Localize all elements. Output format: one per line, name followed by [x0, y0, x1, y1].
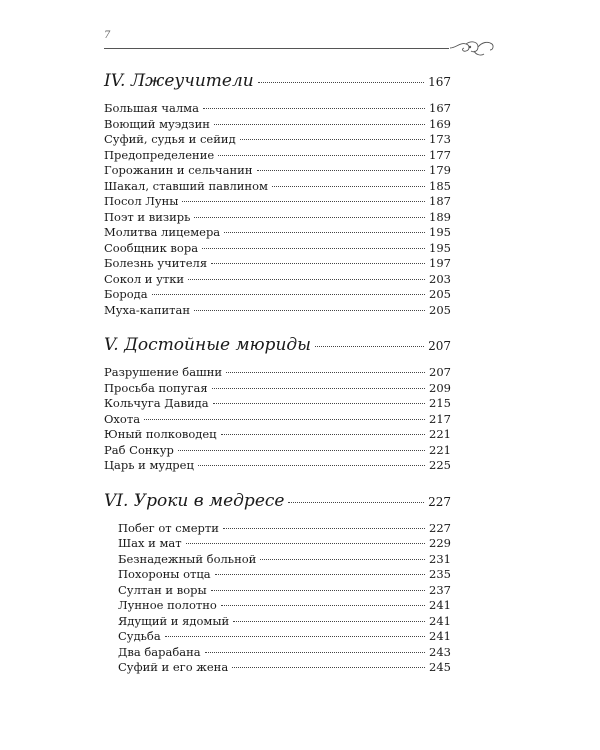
entry-page: 237: [429, 582, 451, 597]
entry-title: Султан и воры: [118, 582, 207, 597]
entry-title: Воющий муэдзин: [104, 116, 210, 131]
entry-page: 195: [429, 225, 451, 239]
dot-leader: [221, 434, 426, 435]
entry-title: Разрушение башни: [104, 365, 223, 379]
entry-title: Болезнь учителя: [104, 256, 208, 270]
entry-title: Поэт и визирь: [104, 209, 191, 224]
entry-title: Горожанин и сельчанин: [104, 163, 253, 177]
dot-leader: [194, 310, 425, 311]
section-title: V. Достойные мюриды: [104, 335, 312, 355]
table-of-contents: [104, 70, 451, 692]
toc-entry: [104, 148, 451, 164]
entry-page: 197: [429, 256, 451, 270]
toc-entry: [104, 427, 451, 443]
entry-page: 221: [429, 427, 451, 441]
toc-entry: [104, 629, 451, 645]
dot-leader: [212, 388, 425, 389]
toc-entry: [104, 117, 451, 133]
dot-leader: [226, 372, 425, 373]
entry-title: Большая чалма: [104, 101, 199, 115]
entry-page: 215: [429, 396, 451, 410]
entry-page: 169: [429, 116, 451, 131]
dot-leader: [211, 590, 425, 591]
toc-entry: [104, 381, 451, 397]
entry-page: 235: [429, 567, 451, 581]
toc-entry: [104, 210, 451, 226]
entry-page: 221: [429, 442, 451, 457]
dot-leader: [144, 419, 425, 420]
toc-entry: [104, 132, 451, 148]
entry-title: Кольчуга Давида: [104, 396, 209, 410]
dot-leader: [165, 636, 425, 637]
toc-entry: [104, 272, 451, 288]
dot-leader: [223, 528, 425, 529]
toc-entry: [104, 287, 451, 303]
entry-title: Ядущий и ядомый: [118, 613, 230, 628]
dot-leader: [205, 652, 425, 653]
dot-leader: [257, 170, 426, 171]
section-heading: [104, 490, 451, 513]
toc-section: [104, 334, 451, 474]
entry-page: 203: [429, 271, 451, 286]
entry-page: 195: [429, 240, 451, 255]
dot-leader: [202, 248, 425, 249]
entry-page: 245: [429, 660, 451, 674]
page-number: 7: [104, 30, 111, 41]
dot-leader: [213, 403, 425, 404]
section-heading: [104, 334, 451, 357]
toc-section: [104, 70, 451, 318]
dot-leader: [221, 605, 425, 606]
entry-title: Шакал, ставший павлином: [104, 178, 268, 193]
entry-page: 167: [429, 101, 451, 115]
entry-title: Суфий, судья и сейид: [104, 132, 236, 146]
entry-page: 179: [429, 163, 451, 177]
section-title: VI. Уроки в медресе: [104, 490, 285, 511]
entry-page: 209: [429, 380, 451, 395]
toc-entry: [104, 241, 451, 257]
toc-entry: [104, 365, 451, 381]
section-entries: [104, 521, 451, 676]
entry-title: Молитва лицемера: [104, 225, 221, 239]
entry-page: 185: [429, 178, 451, 193]
entry-page: 243: [429, 644, 451, 659]
entry-title: Просьба попугая: [104, 380, 208, 395]
toc-entry: [104, 101, 451, 117]
dot-leader: [178, 450, 425, 451]
entry-page: 229: [429, 536, 451, 550]
entry-page: 231: [429, 551, 451, 566]
entry-title: Лунное полотно: [118, 598, 217, 612]
toc-section: [104, 490, 451, 676]
toc-entry: [104, 614, 451, 630]
entry-page: 241: [429, 598, 451, 612]
entry-title: Охота: [104, 411, 141, 426]
dot-leader: [272, 186, 425, 187]
toc-entry: [104, 256, 451, 272]
entry-page: 173: [429, 132, 451, 146]
toc-entry: [104, 179, 451, 195]
entry-page: 205: [429, 302, 451, 317]
entry-title: Два барабана: [118, 644, 201, 659]
entry-title: Борода: [104, 287, 148, 301]
entry-page: 241: [429, 629, 451, 643]
dot-leader: [152, 294, 425, 295]
dot-leader: [182, 201, 425, 202]
entry-title: Муха-капитан: [104, 302, 191, 317]
section-entries: [104, 365, 451, 474]
dot-leader: [203, 108, 425, 109]
toc-entry: [104, 225, 451, 241]
dot-leader: [194, 217, 425, 218]
entry-page: 187: [429, 194, 451, 208]
entry-page: 177: [429, 147, 451, 162]
dot-leader: [198, 465, 425, 466]
toc-entry: [104, 163, 451, 179]
toc-entry: [104, 458, 451, 474]
entry-page: 205: [429, 287, 451, 301]
entry-title: Шах и мат: [118, 536, 182, 550]
dot-leader: [218, 155, 425, 156]
entry-page: 189: [429, 209, 451, 224]
section-page: 227: [428, 494, 451, 509]
dot-leader: [315, 346, 424, 347]
dot-leader: [214, 124, 425, 125]
toc-entry: [104, 194, 451, 210]
entry-title: Сокол и утки: [104, 271, 185, 286]
dot-leader: [215, 574, 425, 575]
entry-page: 227: [429, 520, 451, 535]
entry-title: Похороны отца: [118, 567, 211, 581]
toc-entry: [104, 412, 451, 428]
entry-page: 217: [429, 411, 451, 426]
entry-page: 241: [429, 613, 451, 628]
dot-leader: [186, 543, 425, 544]
entry-page: 207: [429, 365, 451, 379]
section-heading: [104, 70, 451, 93]
dot-leader: [233, 621, 425, 622]
dot-leader: [232, 667, 425, 668]
toc-entry: [104, 583, 451, 599]
entry-page: 225: [429, 458, 451, 472]
entry-title: Суфий и его жена: [118, 660, 229, 674]
dot-leader: [288, 502, 424, 503]
toc-entry: [104, 552, 451, 568]
entry-title: Безнадежный больной: [118, 551, 257, 566]
entry-title: Юный полководец: [104, 427, 217, 441]
header-rule: [104, 48, 449, 49]
entry-title: Посол Луны: [104, 194, 179, 208]
toc-entry: [104, 396, 451, 412]
dot-leader: [224, 232, 425, 233]
toc-entry: [104, 660, 451, 676]
toc-entry: [104, 598, 451, 614]
section-page: 167: [428, 75, 451, 89]
toc-entry: [104, 443, 451, 459]
dot-leader: [211, 263, 425, 264]
toc-entry: [104, 303, 451, 319]
section-entries: [104, 101, 451, 318]
section-title: IV. Лжеучители: [104, 71, 254, 91]
entry-title: Судьба: [118, 629, 161, 643]
entry-title: Побег от смерти: [118, 520, 219, 535]
dot-leader: [258, 82, 424, 83]
dot-leader: [240, 139, 425, 140]
entry-title: Сообщник вора: [104, 240, 199, 255]
entry-title: Раб Сонкур: [104, 442, 174, 457]
toc-entry: [104, 645, 451, 661]
toc-entry: [104, 536, 451, 552]
dot-leader: [188, 279, 425, 280]
floral-ornament-icon: [448, 36, 496, 60]
entry-title: Предопределение: [104, 147, 215, 162]
dot-leader: [260, 559, 425, 560]
section-page: 207: [428, 339, 451, 353]
toc-entry: [104, 567, 451, 583]
entry-title: Царь и мудрец: [104, 458, 194, 472]
toc-entry: [104, 521, 451, 537]
